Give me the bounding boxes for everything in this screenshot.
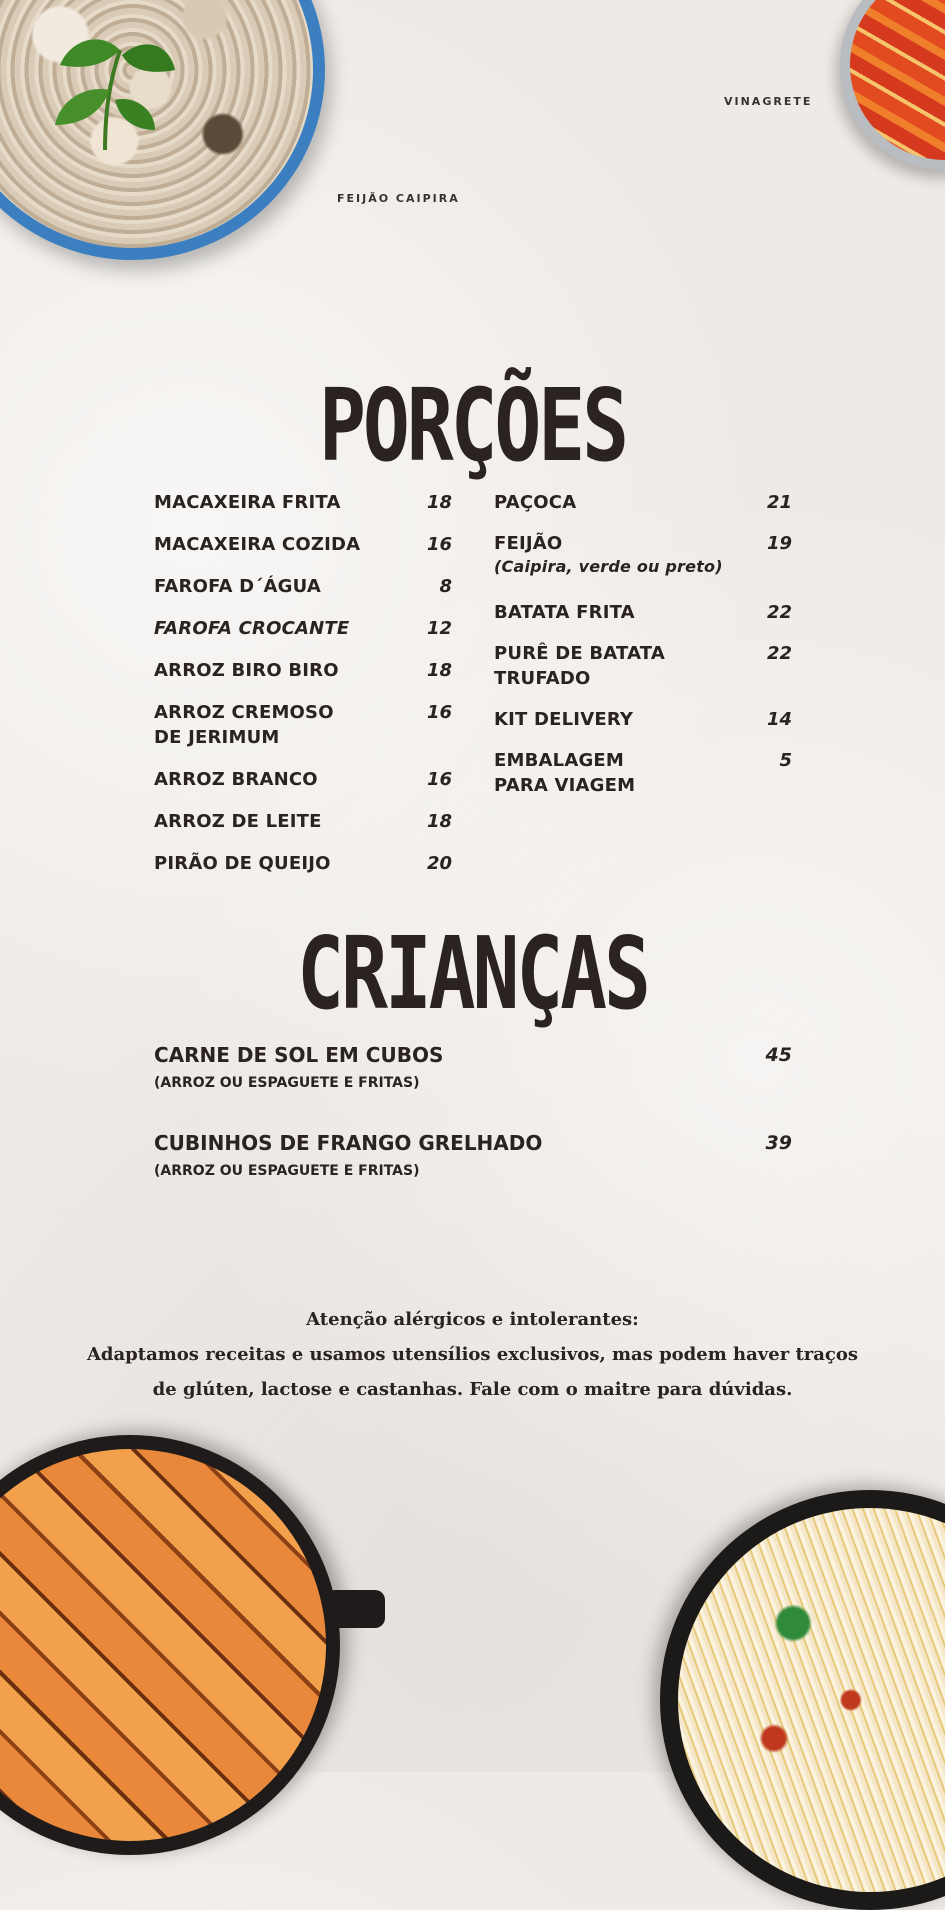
item-name: CUBINHOS DE FRANGO GRELHADO [154, 1131, 543, 1155]
item-name: ARROZ DE LEITE [154, 811, 322, 832]
allergy-notice-line: de glúten, lactose e castanhas. Fale com o maitre para dúvidas. [152, 1379, 793, 1400]
allergy-notice-heading: Atenção alérgicos e intolerantes: [306, 1309, 639, 1330]
item-name-line1: FEIJÃO [494, 533, 563, 554]
item-price: 16 [426, 702, 452, 723]
item-name: FAROFA D´ÁGUA [154, 576, 321, 597]
cilantro-garnish-icon [30, 30, 180, 160]
menu-item [494, 748, 792, 798]
menu-item [494, 707, 792, 732]
menu-item [494, 600, 792, 625]
section-title-criancas: CRIANÇAS [297, 915, 648, 1032]
menu-item [154, 809, 452, 834]
item-name [494, 531, 723, 578]
menu-item [494, 641, 792, 691]
item-name: PAÇOCA [494, 492, 577, 513]
item-price: 16 [426, 769, 452, 790]
item-price: 22 [766, 602, 792, 623]
caption-vinagrete: VINAGRETE [724, 95, 813, 108]
item-price: 5 [779, 750, 792, 771]
kids-menu-item [154, 1041, 792, 1093]
item-name-line1: PURÊ DE BATATA [494, 643, 666, 664]
macaxeira-frita-photo [0, 1435, 340, 1855]
item-price: 16 [426, 534, 452, 555]
item-name-line2: PARA VIAGEM [494, 775, 636, 796]
item-name: FAROFA CROCANTE [154, 618, 350, 639]
item-name-line2: TRUFADO [494, 668, 591, 689]
item-price: 39 [765, 1132, 792, 1154]
porcoes-left-column [154, 490, 452, 893]
menu-item [154, 574, 452, 599]
item-name [154, 700, 334, 750]
item-price: 12 [426, 618, 452, 639]
item-name: PIRÃO DE QUEIJO [154, 853, 331, 874]
item-name-line1: EMBALAGEM [494, 750, 625, 771]
item-name: MACAXEIRA COZIDA [154, 534, 361, 555]
item-price: 19 [766, 533, 792, 554]
item-price: 20 [426, 853, 452, 874]
item-name: MACAXEIRA FRITA [154, 492, 341, 513]
allergy-notice [0, 1302, 945, 1407]
item-name: BATATA FRITA [494, 602, 635, 623]
menu-item [494, 531, 792, 578]
porcoes-right-column [494, 490, 792, 814]
section-title-porcoes: PORÇÕES [319, 367, 626, 484]
item-subtitle: (ARROZ OU ESPAGUETE E FRITAS) [154, 1163, 420, 1179]
item-price: 18 [426, 660, 452, 681]
item-name [494, 641, 665, 691]
menu-item [154, 767, 452, 792]
item-name-line2: DE JERIMUM [154, 727, 280, 748]
item-name: ARROZ BIRO BIRO [154, 660, 339, 681]
menu-item [154, 700, 452, 750]
item-name-line1: ARROZ CREMOSO [154, 702, 334, 723]
item-price: 18 [426, 811, 452, 832]
item-name: CARNE DE SOL EM CUBOS [154, 1043, 444, 1067]
arroz-photo [660, 1490, 945, 1910]
allergy-notice-line: Adaptamos receitas e usamos utensílios exclusivos, mas podem haver traços [86, 1344, 859, 1365]
caption-feijao-caipira: FEIJÃO CAIPIRA [337, 192, 460, 205]
item-price: 8 [439, 576, 452, 597]
item-name: ARROZ BRANCO [154, 769, 318, 790]
item-price: 45 [765, 1044, 792, 1066]
pan-handle [325, 1590, 385, 1628]
item-subtitle: (ARROZ OU ESPAGUETE E FRITAS) [154, 1075, 420, 1091]
item-price: 14 [766, 709, 792, 730]
item-name: KIT DELIVERY [494, 709, 634, 730]
item-subtitle: (Caipira, verde ou preto) [494, 557, 723, 576]
item-price: 18 [426, 492, 452, 513]
vinagrete-photo [840, 0, 945, 170]
menu-item [494, 490, 792, 515]
kids-menu-item [154, 1129, 792, 1181]
menu-item [154, 658, 452, 683]
item-price: 21 [766, 492, 792, 513]
menu-item [154, 490, 452, 515]
item-name [494, 748, 635, 798]
menu-item [154, 616, 452, 641]
menu-item [154, 851, 452, 876]
menu-item [154, 532, 452, 557]
item-price: 22 [766, 643, 792, 664]
